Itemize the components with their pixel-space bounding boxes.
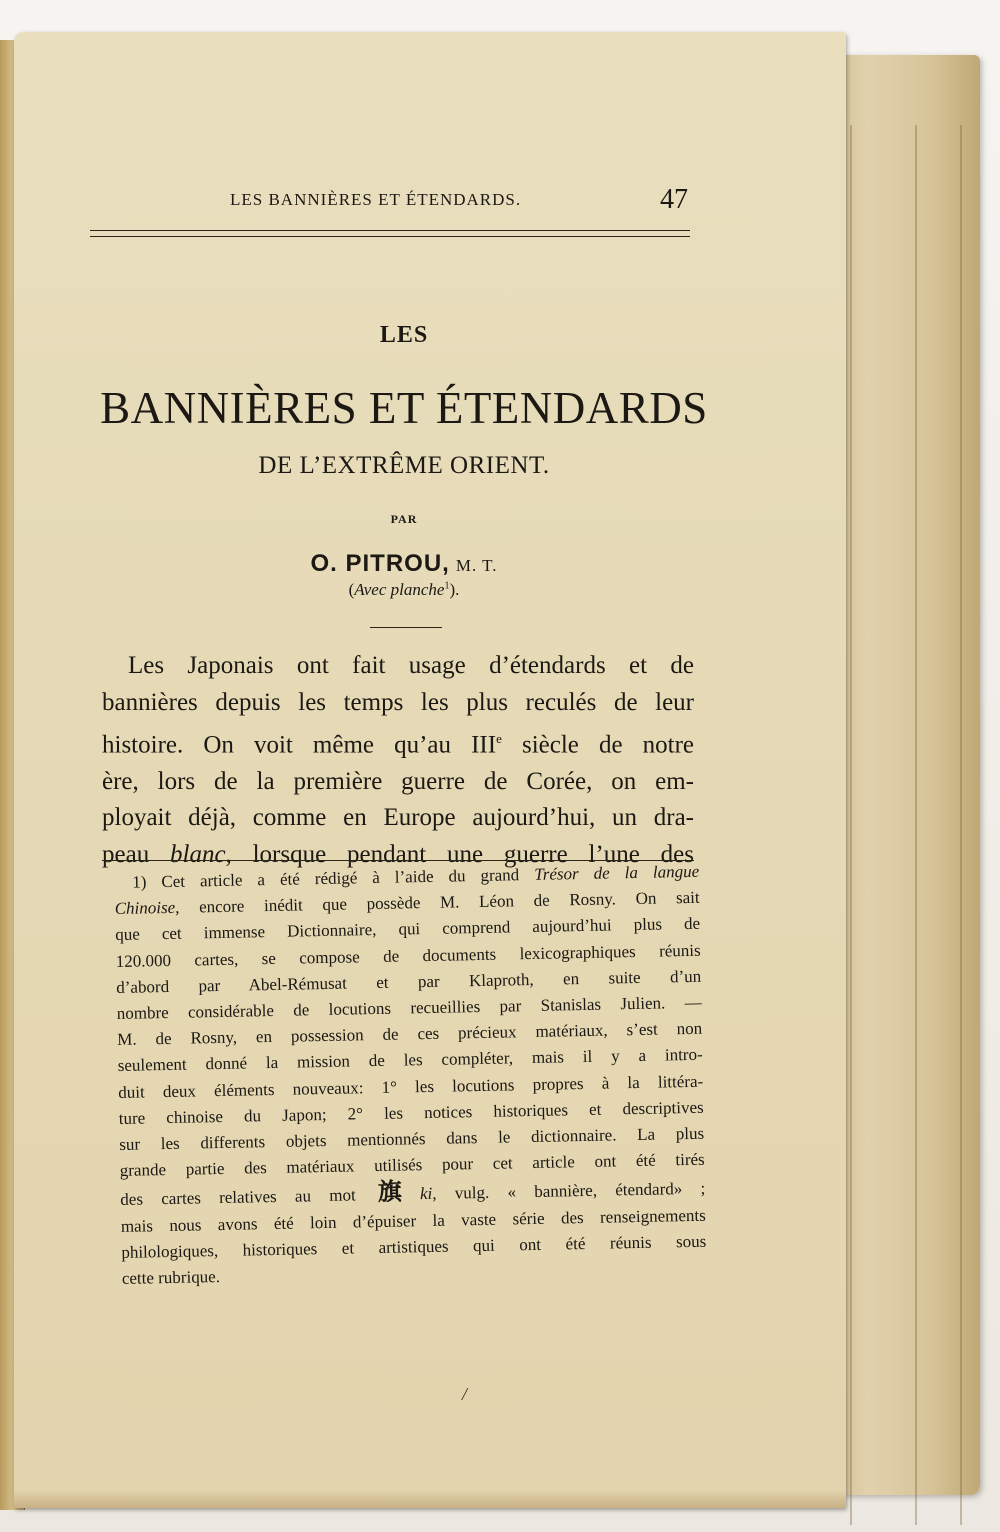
footnote-line: grande partie des matériaux utilisés pour cet article ont été tirés — [119, 1149, 705, 1181]
footnote-line: duit deux éléments nouveaux: 1° les locutions propres à la littéra- — [118, 1071, 704, 1102]
author-name: O. PITROU, — [310, 550, 450, 577]
footnote-line: nombre considérable de locutions recueillies par Stanislas Julien. — — [116, 992, 702, 1023]
footnote-line: sur les differents objets mentionnés dans le dictionnaire. La plus — [119, 1123, 705, 1154]
body-text-run: peau — [102, 840, 170, 868]
body-text-run: histoire. On voit même qu’au III — [102, 731, 497, 759]
footnote-line: mais nous avons été loin d’épuiser la vaste série des renseignements — [120, 1205, 706, 1236]
author-suffix: M. T. — [455, 556, 498, 575]
footnote-italic: Trésor de la langue — [534, 861, 700, 884]
footnote-line: que cet immense Dictionnaire, qui comprend aujourd’hui plus de — [115, 914, 701, 945]
body-line: Les Japonais ont fait usage d’étendards et de — [128, 652, 694, 679]
page-number: 47 — [660, 184, 688, 215]
footnote-line: philologiques, historiques et artistiques qui ont été réunis sous — [121, 1231, 707, 1262]
running-head: LES BANNIÈRES ET ÉTENDARDS. — [230, 190, 522, 209]
page-edge-stain — [14, 1490, 846, 1508]
body-line — [102, 721, 694, 764]
footnote-line: ture chinoise du Japon; 2° les notices historiques et descriptives — [118, 1097, 704, 1128]
article-subtitle: DE L’EXTRÊME ORIENT. — [258, 452, 550, 479]
body-text-run: , lorsque pendant une guerre l’une des — [225, 840, 694, 868]
footnote-kanji: 旗 — [377, 1177, 417, 1207]
article-title: BANNIÈRES ET ÉTENDARDS — [100, 383, 708, 433]
footnote-text-run: 1) Cet article a été rédigé à l’aide du grand — [132, 864, 535, 892]
body-paragraph — [102, 648, 694, 873]
section-rule — [370, 627, 442, 628]
author-line — [14, 550, 794, 578]
footnote-text-run: , vulg. « bannière, étendard» ; — [432, 1179, 706, 1204]
footnote-italic: ki — [419, 1184, 433, 1204]
book-page — [14, 32, 846, 1508]
footnote-line: 120.000 cartes, se compose de documents lexicographiques réunis — [115, 940, 701, 971]
title-line-les: LES — [379, 322, 429, 348]
footnote-text-run: des cartes relatives au mot — [120, 1185, 375, 1210]
footnote-italic: Chinoise — [114, 898, 176, 919]
page-stack-edge — [850, 125, 852, 1525]
footnote-line: cette rubrique. — [121, 1267, 221, 1288]
header-rule-thin — [90, 236, 690, 237]
plate-note — [14, 580, 794, 600]
body-text-run: siècle de notre — [501, 731, 694, 759]
plate-text: Avec planche — [354, 580, 445, 599]
footnote-line: d’abord par Abel-Rémusat et par Klaproth, en suite d’un — [116, 966, 702, 997]
plate-footnote-ref: 1 — [444, 580, 450, 592]
body-line: bannières depuis les temps les plus reculés de leur — [102, 688, 694, 716]
footnote — [114, 859, 707, 1292]
body-superscript: e — [496, 731, 502, 746]
footnote-text-run: , encore inédit que possède M. Léon de Rosny. On sait — [175, 887, 700, 918]
plate-close: ). — [449, 580, 460, 599]
body-line: ère, lors de la première guerre de Corée, on em- — [102, 767, 694, 795]
page-stack-edge — [960, 125, 962, 1525]
page-stack-edge — [915, 125, 917, 1525]
byline-par: PAR — [390, 512, 418, 526]
body-line: ployait déjà, comme en Europe aujourd’hui, un dra- — [102, 804, 694, 832]
footnote-line: seulement donné la mission de les compléter, mais il y a intro- — [117, 1045, 703, 1076]
plate-open: ( — [348, 580, 355, 599]
footnote-line: M. de Rosny, en possession de ces précieux matériaux, s’est non — [117, 1018, 703, 1050]
header-rule — [90, 230, 690, 231]
body-italic: blanc — [170, 840, 226, 868]
pencil-mark: / — [462, 1384, 468, 1404]
